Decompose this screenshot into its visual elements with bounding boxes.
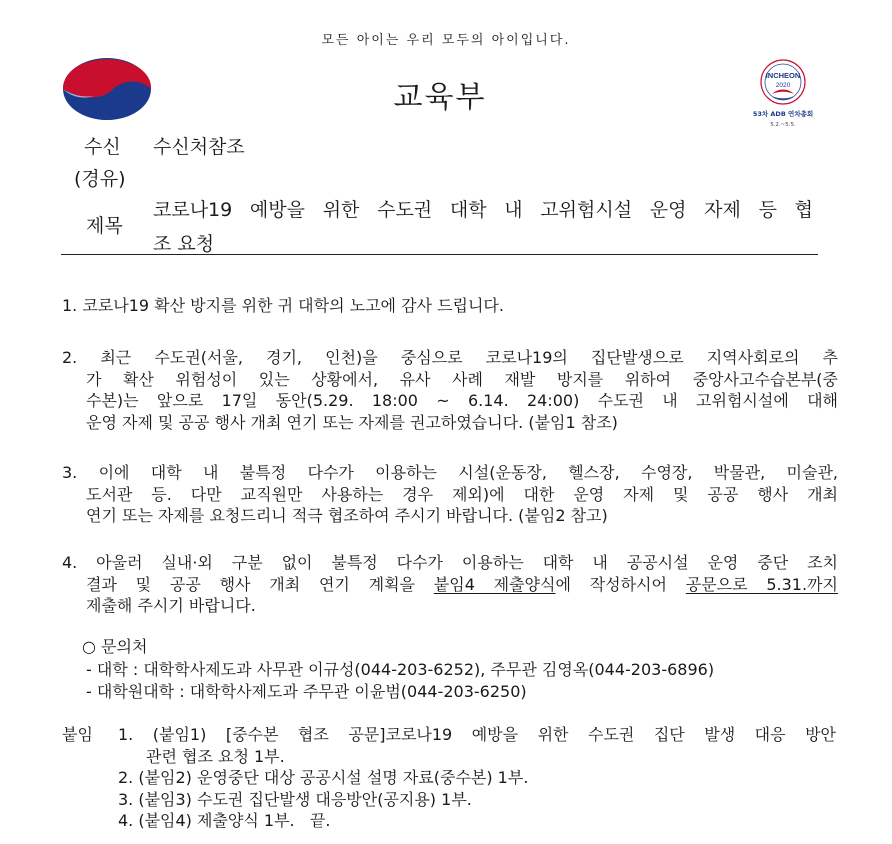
p4-text: 에 작성하시어 xyxy=(555,574,686,594)
attachments-list xyxy=(118,724,836,832)
paragraph-3 xyxy=(62,462,838,527)
ministry-name: 교육부 xyxy=(393,80,487,115)
paragraph-2-line: 가 확산 위험성이 있는 상황에서, 유사 사례 재발 방지를 위하여 중앙사고수습본부(중 xyxy=(86,369,838,389)
paragraph-1 xyxy=(62,295,838,317)
contact-line: - 대학 : 대학학사제도과 사무관 이규성(044-203-6252), 주무관 김영옥(044-203-6896) xyxy=(86,659,715,679)
attachment-item: 2. (붙임2) 운영중단 대상 공공시설 설명 자료(중수본) 1부. xyxy=(118,768,529,787)
recipient-label: 수신 xyxy=(84,136,121,158)
attachment-4-reference: 붙임4 제출양식 xyxy=(433,574,556,594)
paragraph-3-line: 3. 이에 대학 내 불특정 다수가 이용하는 시설(운동장, 헬스장, 수영장, 박물관, 미술관, xyxy=(62,463,838,482)
paragraph-1-text: 1. 코로나19 확산 방지를 위한 귀 대학의 노고에 감사 드립니다. xyxy=(62,296,504,315)
end-mark: 끝. xyxy=(309,811,331,830)
subject-label: 제목 xyxy=(86,215,123,237)
paragraph-4 xyxy=(62,552,838,617)
logo-year: 2020 xyxy=(775,82,791,89)
header-divider xyxy=(61,254,818,255)
attachment-item: 3. (붙임3) 수도권 집단발생 대응방안(공지용) 1부. xyxy=(118,789,472,809)
paragraph-2-line: 2. 최근 수도권(서울, 경기, 인천)을 중심으로 코로나19의 집단발생으로 지역사회로의 추 xyxy=(62,348,838,367)
paragraph-4-line: 4. 아울러 실내·외 구분 없이 불특정 다수가 이용하는 대학 내 공공시설 운영 중단 조치 xyxy=(62,553,838,572)
subject-text xyxy=(153,195,813,256)
contact-title: ○ 문의처 xyxy=(82,637,148,656)
contact-block xyxy=(82,636,858,703)
p4-text: 결과 및 공공 행사 개최 연기 계획을 xyxy=(86,574,434,594)
attachment-item: 1. (붙임1) [중수본 협조 공문]코로나19 예방을 위한 수도권 집단 발생 대응 방안 xyxy=(118,725,836,744)
paragraph-4-line: 제출해 주시기 바랍니다. xyxy=(86,596,256,615)
logo-brand: INCHEON xyxy=(765,71,801,80)
via-label: (경유) xyxy=(74,168,126,190)
paragraph-2 xyxy=(62,347,838,433)
logo-caption: 53차 ADB 연차총회 xyxy=(752,110,814,118)
paragraph-3-line: 연기 또는 자제를 요청드리니 적극 협조하여 주시기 바랍니다. (붙임2 참고) xyxy=(86,506,608,525)
contact-line: - 대학원대학 : 대학학사제도과 주무관 이윤범(044-203-6250) xyxy=(86,682,527,701)
attachment-item xyxy=(118,810,836,832)
paragraph-3-line: 도서관 등. 다만 교직원만 사용하는 경우 제외)에 대한 운영 자제 및 공공 행사 개최 xyxy=(86,484,838,504)
attachment-label: 붙임 xyxy=(62,725,93,744)
paragraph-2-line: 수본)는 앞으로 17일 동안(5.29. 18:00 ~ 6.14. 24:00) 수도권 내 고위험시설에 대해 xyxy=(86,391,838,410)
deadline-text: 공문으로 5.31.까지 xyxy=(685,574,838,594)
motto: 모든 아이는 우리 모두의 아이입니다. xyxy=(321,33,571,48)
logo-dates: 5.2.~5.5. xyxy=(770,122,796,128)
subject-line-1: 코로나19 예방을 위한 수도권 대학 내 고위험시설 운영 자제 등 협 xyxy=(153,199,813,221)
incheon-2020-logo xyxy=(742,58,824,130)
attachment-item: 관련 협조 요청 1부. xyxy=(146,746,285,766)
subject-line-2: 조 요청 xyxy=(153,233,215,255)
attachment-item-text: 4. (붙임4) 제출양식 1부. xyxy=(118,811,295,830)
recipient-value: 수신처참조 xyxy=(153,136,245,158)
paragraph-4-line xyxy=(62,574,838,596)
paragraph-2-line: 운영 자제 및 공공 행사 개최 연기 또는 자제를 권고하였습니다. (붙임1 참조) xyxy=(86,412,618,432)
